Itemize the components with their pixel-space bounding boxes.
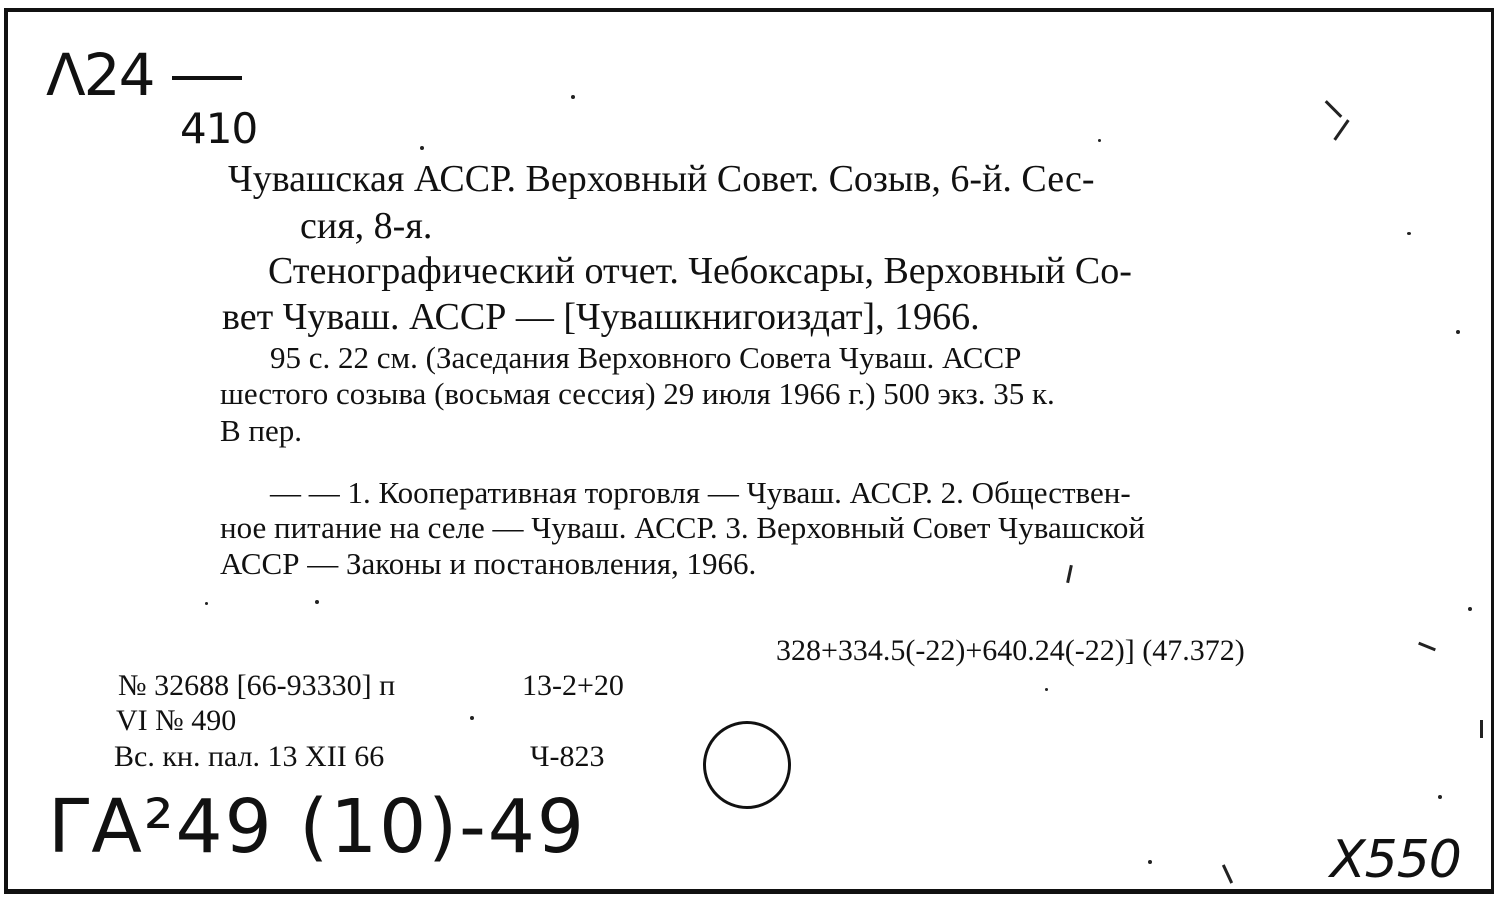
book-chamber-code: Ч-823 [530,740,605,773]
paper-speck [1045,688,1048,691]
entry-description-line-3: В пер. [220,413,303,448]
handwritten-inventory-mark: X550 [1330,830,1461,890]
classification-index: 328+334.5(-22)+640.24(-22)] (47.372) [776,634,1245,667]
entry-heading-line-2: сия, 8-я. [300,205,433,247]
vi-number: VI № 490 [116,704,237,737]
record-number: № 32688 [66-93330] п [118,669,396,702]
handwritten-fraction-line [172,76,242,80]
record-number-code: 13-2+20 [522,669,624,702]
paper-mark [1480,720,1483,738]
entry-subjects-line-2: ное питание на селе — Чуваш. АССР. 3. Верховный Совет Чувашской [220,510,1146,545]
paper-speck [205,602,208,605]
handwritten-call-number: ΓA²49 (10)-49 [48,784,586,870]
paper-speck [1098,139,1101,142]
handwritten-shelfmark: Λ24 [46,41,154,109]
stamp-circle [703,721,791,809]
handwritten-shelfmark-denominator: 410 [180,104,258,153]
paper-speck [1456,330,1460,334]
paper-speck [420,146,424,150]
paper-speck [470,716,474,720]
paper-speck [1407,232,1411,235]
entry-title-line-1: Стенографический отчет. Чебоксары, Верховный Со- [268,250,1132,292]
entry-description-line-1: 95 с. 22 см. (Заседания Верховного Совета Чуваш. АССР [270,340,1022,375]
book-chamber-line: Вс. кн. пал. 13 XII 66 [114,740,385,773]
paper-speck [1148,860,1152,864]
entry-title-line-2: вет Чуваш. АССР — [Чувашкнигоиздат], 1966. [222,296,980,338]
paper-speck [1438,795,1442,799]
paper-speck [315,600,319,604]
paper-speck [571,95,575,99]
entry-description-line-2: шестого созыва (восьмая сессия) 29 июля 1966 г.) 500 экз. 35 к. [220,376,1055,411]
entry-subjects-line-3: АССР — Законы и постановления, 1966. [220,546,757,581]
entry-subjects-line-1: — — 1. Кооперативная торговля — Чуваш. АССР. 2. Обществен- [270,475,1131,510]
entry-heading-line-1: Чувашская АССР. Верховный Совет. Созыв, 6-й. Сес- [228,158,1095,200]
paper-speck [1468,607,1472,611]
